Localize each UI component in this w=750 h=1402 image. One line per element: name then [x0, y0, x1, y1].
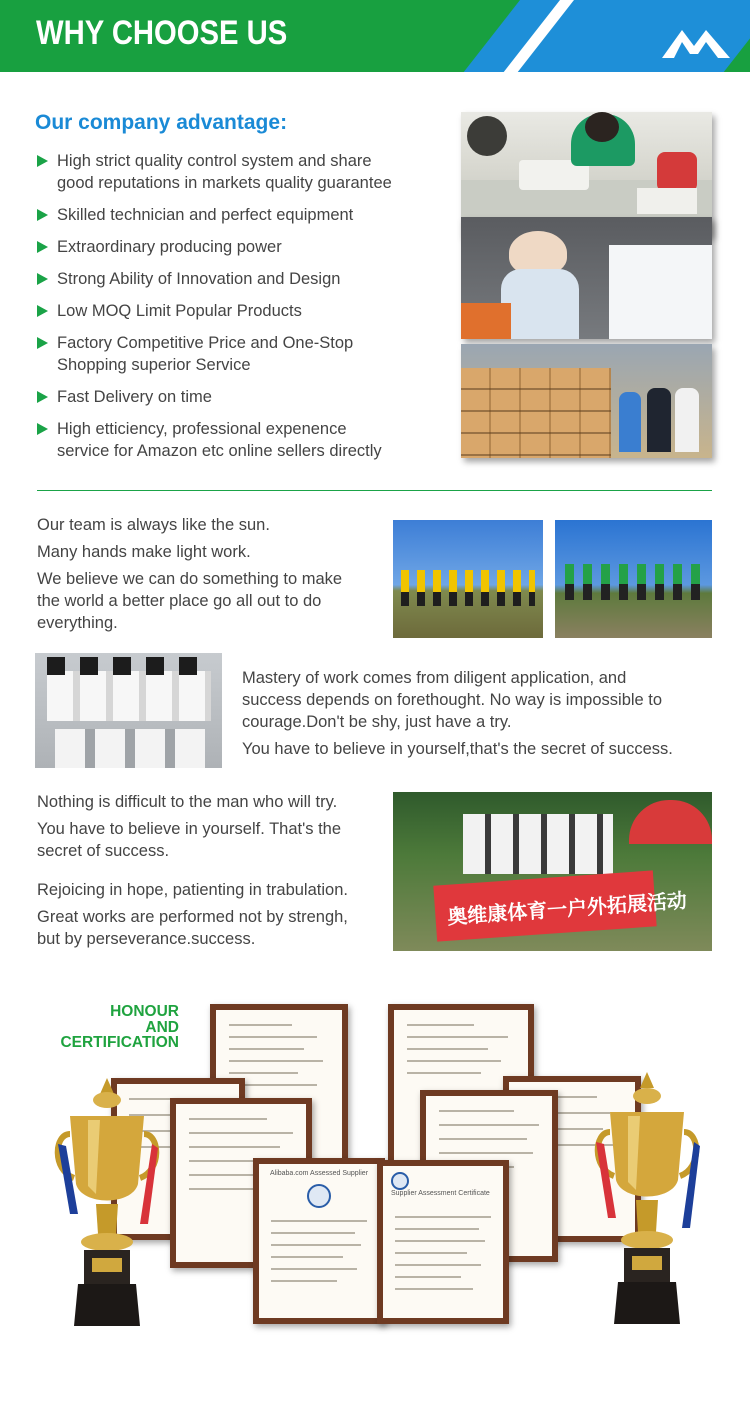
trophy-left-icon: [48, 1074, 166, 1332]
office-worker-photo: [461, 217, 712, 339]
certificate-seal-icon: [391, 1172, 409, 1190]
team-text-block-3: Nothing is difficult to the man who will try. You have to believe in yourself. That's the secret of success. Rejoicing in hope, patienting in trabulation. Great works are performed not by strengh, but by perseverance.success.: [37, 793, 348, 948]
list-item: High etticiency, professional expenence service for Amazon etc online sellers directly: [36, 418, 436, 462]
bullet-arrow-icon: [37, 241, 48, 253]
bullet-arrow-icon: [37, 423, 48, 435]
bullet-arrow-icon: [37, 391, 48, 403]
team-jump-photo-2: [555, 520, 712, 638]
list-item: Extraordinary producing power: [36, 236, 436, 258]
list-item: High strict quality control system and share good reputations in markets quality guarantee: [36, 150, 436, 194]
trophy-right-icon: [588, 1068, 706, 1330]
list-item: Strong Ability of Innovation and Design: [36, 268, 436, 290]
list-item: Skilled technician and perfect equipment: [36, 204, 436, 226]
bullet-arrow-icon: [37, 273, 48, 285]
list-item: Fast Delivery on time: [36, 386, 436, 408]
list-item: Factory Competitive Price and One-Stop Shopping superior Service: [36, 332, 436, 376]
team-jump-photo-1: [393, 520, 543, 638]
banner-text: 奥维康体育一户外拓展活动: [446, 888, 688, 929]
advantage-list: [36, 150, 436, 472]
team-group-photo: [35, 653, 222, 768]
advantage-heading: Our company advantage:: [35, 111, 288, 134]
bullet-arrow-icon: [37, 337, 48, 349]
certificate-seal-icon: [307, 1184, 331, 1208]
bullet-arrow-icon: [37, 305, 48, 317]
page-title: WHY CHOOSE US: [36, 14, 288, 52]
outdoor-team-photo: [393, 792, 712, 951]
certificate-front-right: Supplier Assessment Certificate: [377, 1160, 509, 1324]
mountain-logo-icon: [660, 22, 732, 60]
warehouse-photo: [461, 344, 712, 458]
section-divider: [37, 490, 712, 491]
certificate-front-left: Alibaba.com Assessed Supplier: [253, 1158, 385, 1324]
honour-heading: HONOUR AND CERTIFICATION: [60, 1003, 179, 1051]
bullet-arrow-icon: [37, 209, 48, 221]
team-text-block-2: Mastery of work comes from diligent application, and success depends on forethought. No way is impossible to courage.Don't be shy, just have a try. You have to believe in yourself,that's the secret of success.: [242, 669, 673, 758]
list-item: Low MOQ Limit Popular Products: [36, 300, 436, 322]
team-text-block-1: Our team is always like the sun. Many hands make light work. We believe we can do something to make the world a better place go all out to do everything.: [37, 516, 343, 632]
bullet-arrow-icon: [37, 155, 48, 167]
